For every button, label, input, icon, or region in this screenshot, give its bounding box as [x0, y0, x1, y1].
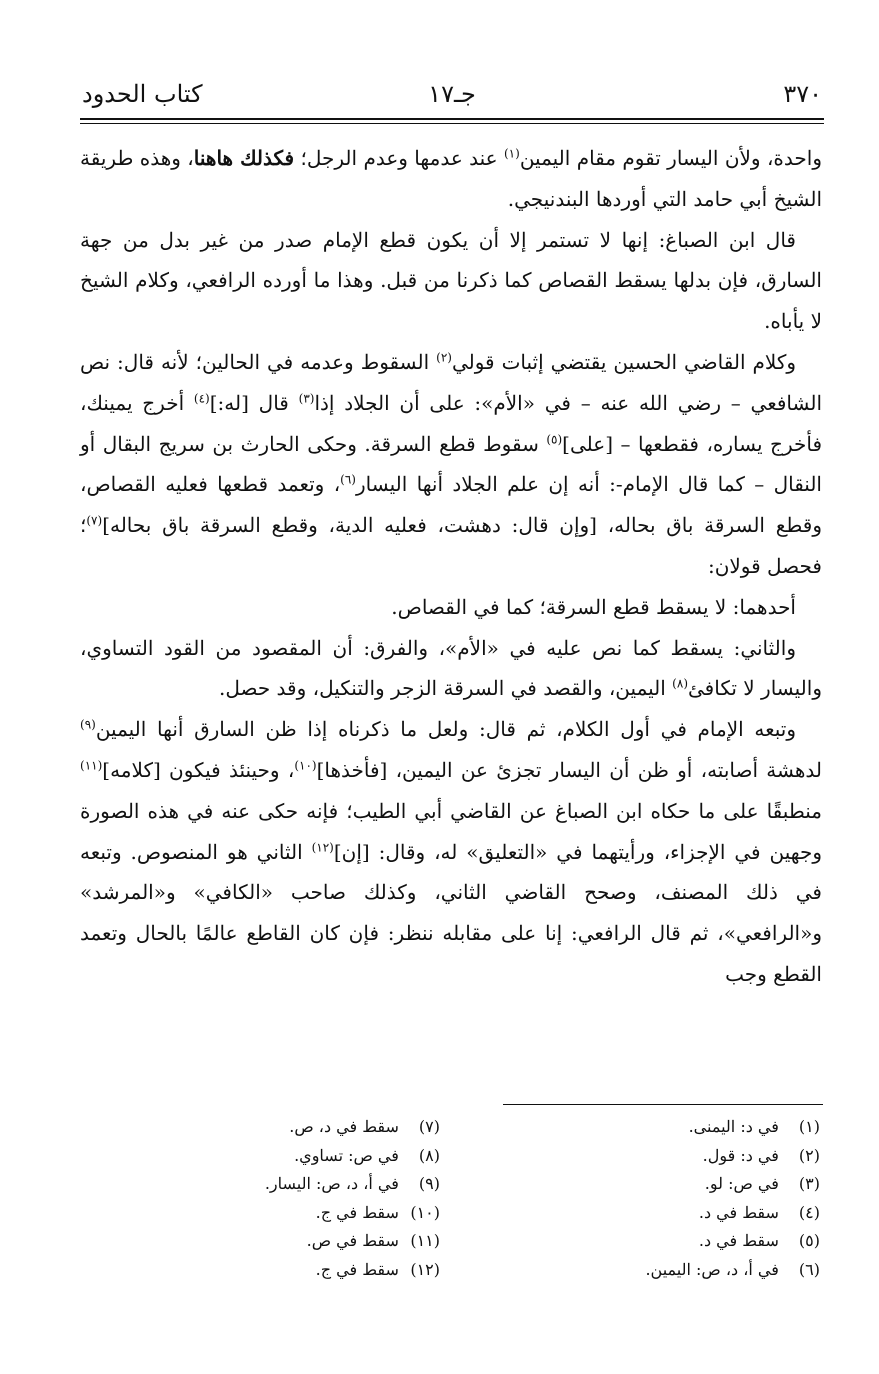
footnote [480, 1113, 820, 1142]
footnote-ref: (٦) [340, 472, 356, 487]
footnotes-right-column [480, 1113, 820, 1285]
footnote-ref: (٤) [193, 391, 210, 406]
footnote-text: سقط في ج. [315, 1202, 404, 1222]
footnote-ref: (١٢) [311, 839, 334, 854]
paragraph [80, 342, 822, 587]
footnote-number: (١) [798, 1117, 820, 1136]
book-title: كتاب الحدود [82, 80, 203, 108]
paragraph [80, 628, 822, 710]
footnote-number: (٦) [798, 1259, 820, 1279]
text-run: ، وتعمد قطعها فعليه القصاص، وقطع السرقة باق بحاله، [وإن قال: دهشت، فعليه الدية، وقطع السرقة باق بحاله] [80, 472, 822, 538]
footnote-ref: (١) [503, 146, 520, 161]
text-run: ؛ فحصل قولان: [80, 513, 822, 578]
text-run: اليمين، والقصد في السرقة الزجر والتنكيل، وقد حصل. [218, 676, 673, 701]
footnote-number: (٨) [418, 1145, 440, 1165]
footnote [100, 1142, 440, 1171]
footnote-text: سقط في د، ص. [289, 1117, 404, 1136]
footnote-text: سقط في د. [698, 1202, 784, 1222]
footnote-text: في ص: تساوي. [294, 1145, 404, 1165]
volume-number: جـ١٧ [428, 80, 476, 108]
page-header [82, 74, 822, 114]
footnote-number: (٣) [798, 1174, 820, 1194]
bold-text: فكذلك هاهنا [193, 146, 295, 170]
text-run: منطبقًا على ما حكاه ابن الصباغ عن القاضي أبي الطيب؛ فإنه حكى عنه في هذه الصورة وجهين في الإجزاء، ورأيتهما في «التعليق» له، وقال: [إن] [80, 798, 822, 864]
footnote-text: في أ، د، ص: اليمين. [645, 1259, 784, 1279]
footnote-text: سقط في د. [698, 1231, 784, 1251]
footnote-number: (٩) [418, 1174, 440, 1194]
footnote-ref: (٣) [298, 391, 315, 406]
footnote-number: (٥) [798, 1231, 820, 1251]
text-run: السقوط وعدمه في الحالين؛ لأنه قال: نص الشافعي – رضي الله عنه – في «الأم»: على أن الجلاد إذا [80, 349, 823, 415]
footnote [480, 1142, 820, 1171]
paragraph [80, 587, 822, 628]
footnote-number: (٤) [798, 1202, 820, 1222]
footnote [480, 1199, 820, 1228]
footnote-ref: (٩) [80, 717, 96, 732]
footnote-ref: (١١) [80, 758, 103, 773]
footnote-text: سقط في ص. [306, 1231, 404, 1251]
paragraph [80, 138, 822, 220]
text-run: قال ابن الصباغ: إنها لا تستمر إلا أن يكون قطع الإمام صدر من غير بدل من جهة السارق، فإن بدلها يسقط القصاص كما ذكرنا من قبل. وهذا ما أورده الرافعي، وكلام الشيخ لا يأباه. [80, 227, 822, 334]
footnote-number: (١٢) [410, 1259, 440, 1279]
footnote-separator [503, 1104, 823, 1105]
footnotes-left-column [100, 1113, 440, 1285]
text-run: وكلام القاضي الحسين يقتضي إثبات قولي [451, 349, 796, 374]
footnote [480, 1170, 820, 1199]
footnote [100, 1170, 440, 1199]
footnote-text: في ص: لو. [704, 1174, 784, 1194]
footnote [480, 1256, 820, 1285]
footnote-ref: (١٠) [294, 758, 317, 773]
footnote [100, 1199, 440, 1228]
text-run: والثاني: يسقط كما نص عليه في «الأم»، والفرق: أن المقصود من القود التساوي، واليسار لا تكافئ [80, 635, 822, 701]
text-run: ، وهذه طريقة الشيخ أبي حامد التي أوردها البندنيجي. [80, 146, 822, 211]
footnote-text: في د: قول. [702, 1145, 784, 1165]
text-run: لدهشة أصابته، أو ظن أن اليسار تجزئ عن اليمين، [فأخذها] [316, 757, 823, 782]
footnote [100, 1256, 440, 1285]
text-run: وتبعه الإمام في أول الكلام، ثم قال: ولعل ما ذكرناه إذا ظن السارق أنها اليمين [95, 717, 796, 742]
footnote-text: سقط في ج. [315, 1259, 404, 1279]
main-text [80, 138, 822, 995]
text-run: أحدهما: لا يسقط قطع السرقة؛ كما في القصاص. [391, 594, 796, 619]
footnote-text: في د: اليمنى. [688, 1117, 784, 1136]
footnote [100, 1113, 440, 1142]
footnote [480, 1227, 820, 1256]
text-run: ، وحينئذ فيكون [كلامه] [102, 757, 295, 782]
paragraph [80, 709, 822, 995]
footnote-number: (١٠) [410, 1202, 440, 1222]
footnote-ref: (٧) [86, 513, 103, 528]
text-run: عند عدمها وعدم الرجل؛ [294, 146, 504, 170]
footnote-text: في أ، د، ص: اليسار. [264, 1174, 404, 1194]
footnote [100, 1227, 440, 1256]
header-rule-thin [80, 123, 824, 124]
footnote-number: (١١) [410, 1231, 440, 1251]
text-run: قال [له:] [209, 390, 299, 415]
page-number: ٣٧٠ [783, 80, 822, 108]
footnote-number: (٢) [798, 1145, 820, 1165]
footnote-ref: (٢) [436, 350, 452, 365]
text-run: سقوط قطع السرقة. وحكى الحارث بن سريج البقال أو النقال – كما قال الإمام-: أنه إن علم الجلاد أنها اليسار [80, 431, 822, 497]
footnote-ref: (٥) [546, 431, 563, 446]
text-run: أخرج يمينك، فأخرج يساره، فقطعها – [على] [80, 390, 822, 456]
footnote-ref: (٨) [672, 676, 688, 691]
text-run: واحدة، ولأن اليسار تقوم مقام اليمين [519, 146, 822, 170]
paragraph [80, 220, 822, 342]
text-run: الثاني هو المنصوص. وتبعه في ذلك المصنف، وصحح القاضي الثاني، وكذلك صاحب «الكافي» و«المرشد» و«الرافعي»، ثم قال الرافعي: إنا على مقابله ننظر: فإن كان القاطع عالمًا بالحال وتعمد القطع وجب [80, 839, 822, 986]
footnote-number: (٧) [418, 1117, 440, 1136]
header-rule-thick [80, 118, 824, 120]
